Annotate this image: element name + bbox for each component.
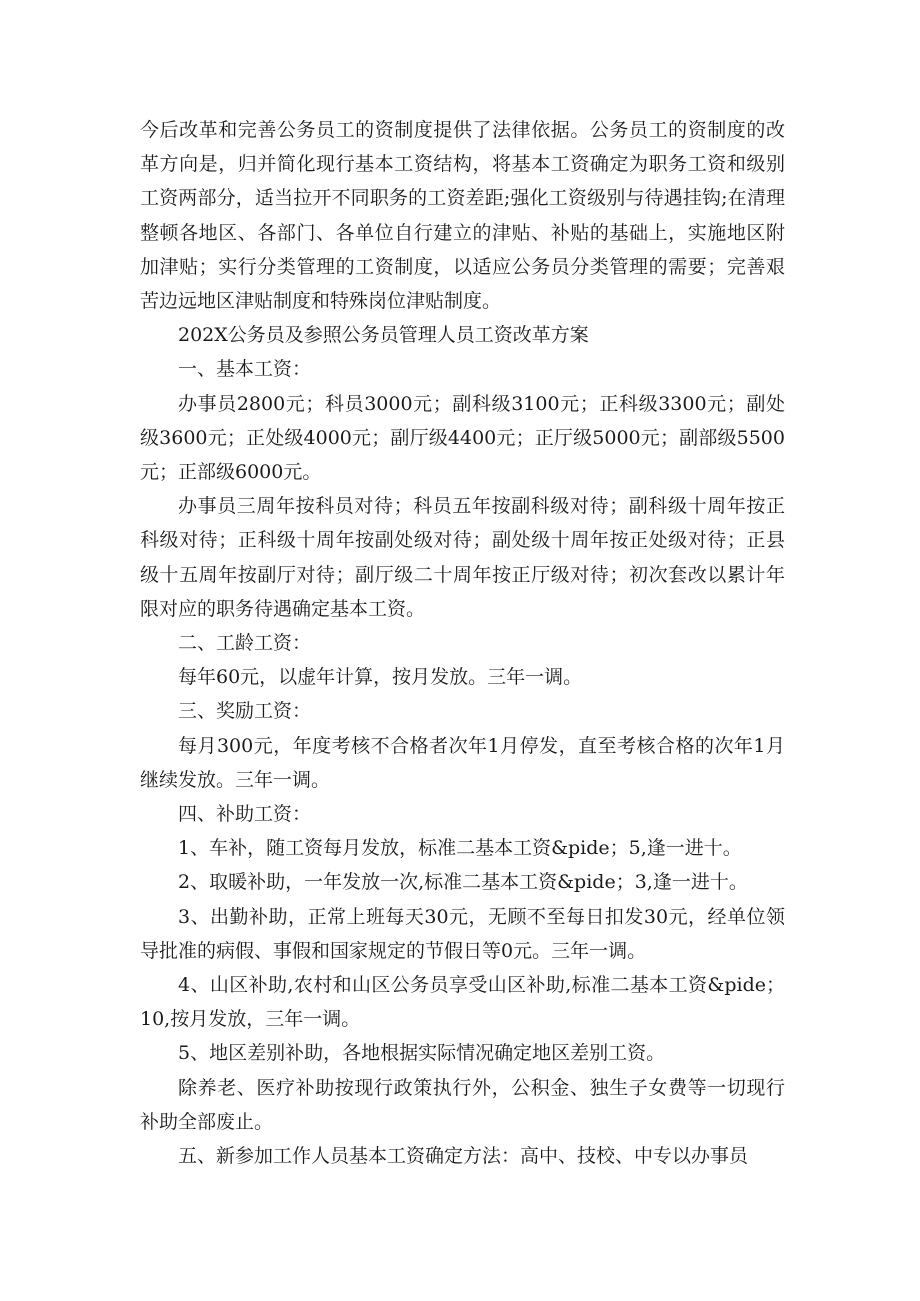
section-heading-subsidy-salary: 四、补助工资：	[178, 803, 312, 826]
section-heading-seniority-salary: 二、工龄工资：	[178, 632, 312, 655]
list-item-heating-subsidy: 2、取暖补助，一年发放一次,标准二基本工资&pide；3,逢一进十。	[178, 871, 748, 894]
paragraph-bonus-salary: 每月300元，年度考核不合格者次年1月停发，直至考核合格的次年1月继续发放。三年一调。	[140, 734, 785, 791]
paragraph-promotion-rules: 办事员三周年按科员对待；科员五年按副科级对待；副科级十周年按正科级对待；正科级十周年按副处级对待；副处级十周年按正处级对待；正县级十五周年按副厅对待；副厅级二十周年按正厅级对待；初次套改以累计年限对应的职务待遇确定基本工资。	[140, 495, 785, 620]
paragraph-seniority-salary: 每年60元，以虚年计算，按月发放。三年一调。	[178, 666, 583, 689]
section-heading-bonus-salary: 三、奖励工资：	[178, 700, 312, 723]
document-title: 202X公务员及参照公务员管理人员工资改革方案	[178, 324, 589, 347]
list-item-car-subsidy: 1、车补，随工资每月发放，标准二基本工资&pide；5,逢一进十。	[178, 837, 742, 860]
paragraph-abolished-subsidies: 除养老、医疗补助按现行政策执行外，公积金、独生子女费等一切现行补助全部废止。	[140, 1076, 785, 1133]
section-heading-basic-salary: 一、基本工资：	[178, 358, 312, 381]
list-item-attendance-subsidy: 3、出勤补助，正常上班每天30元，无顾不至每日扣发30元，经单位领导批准的病假、事假和国家规定的节假日等0元。三年一调。	[140, 905, 785, 962]
paragraph-salary-levels: 办事员2800元；科员3000元；副科级3100元；正科级3300元；副处级3600元；正处级4000元；副厅级4400元；正厅级5000元；副部级5500元；正部级6000元。	[140, 392, 785, 484]
list-item-mountain-subsidy: 4、山区补助,农村和山区公务员享受山区补助,标准二基本工资&pide；10,按月发放，三年一调。	[140, 974, 785, 1031]
document-body	[140, 113, 785, 1173]
section-heading-new-staff-salary: 五、新参加工作人员基本工资确定方法：高中、技校、中专以办事员	[178, 1145, 749, 1168]
list-item-regional-subsidy: 5、地区差别补助，各地根据实际情况确定地区差别工资。	[178, 1042, 666, 1065]
paragraph-intro: 今后改革和完善公务员工的资制度提供了法律依据。公务员工的资制度的改革方向是，归并简化现行基本工资结构，将基本工资确定为职务工资和级别工资两部分，适当拉开不同职务的工资差距;强化工资级别与待遇挂钩;在清理整顿各地区、各部门、各单位自行建立的津贴、补贴的基础上，实施地区附加津贴；实行分类管理的工资制度，以适应公务员分类管理的需要；完善艰苦边远地区津贴制度和特殊岗位津贴制度。	[140, 119, 785, 313]
